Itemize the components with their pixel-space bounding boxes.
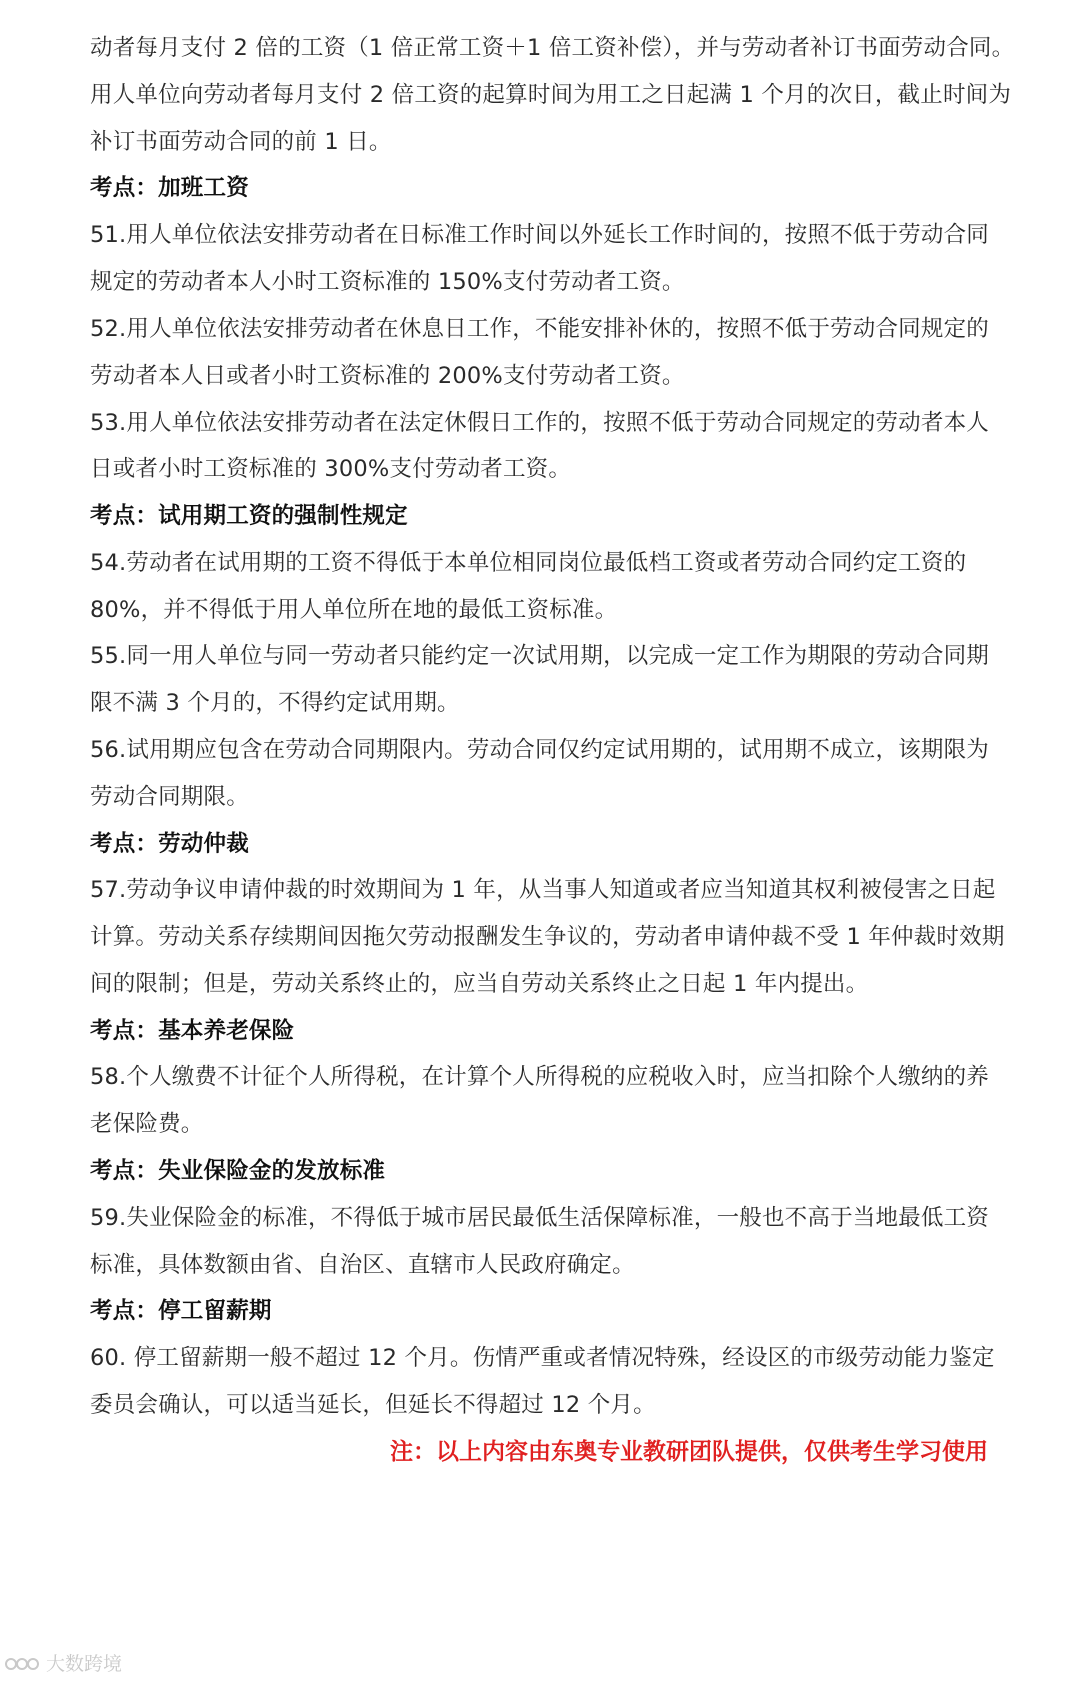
body-line: 补订书面劳动合同的前 1 日。 (90, 129, 392, 155)
section-heading-labor-arbitration: 考点：劳动仲裁 (90, 831, 249, 857)
section-heading-probation-pay: 考点：试用期工资的强制性规定 (90, 503, 408, 529)
body-line: 用人单位向劳动者每月支付 2 倍工资的起算时间为用工之日起满 1 个月的次日，截止时间为 (90, 82, 1012, 108)
item-54-line: 80%，并不得低于用人单位所在地的最低工资标准。 (90, 597, 618, 623)
item-55-line: 55.同一用人单位与同一劳动者只能约定一次试用期，以完成一定工作为期限的劳动合同期 (90, 643, 989, 669)
item-53-line: 53.用人单位依法安排劳动者在法定休假日工作的，按照不低于劳动合同规定的劳动者本人 (90, 410, 989, 436)
item-52-line: 52.用人单位依法安排劳动者在休息日工作，不能安排补休的，按照不低于劳动合同规定的 (90, 316, 989, 342)
item-51-line: 规定的劳动者本人小时工资标准的 150%支付劳动者工资。 (90, 269, 685, 295)
item-51-line: 51.用人单位依法安排劳动者在日标准工作时间以外延长工作时间的，按照不低于劳动合同 (90, 222, 989, 248)
item-56-line: 劳动合同期限。 (90, 784, 249, 810)
item-56-line: 56.试用期应包含在劳动合同期限内。劳动合同仅约定试用期的，试用期不成立，该期限为 (90, 737, 989, 763)
item-55-line: 限不满 3 个月的，不得约定试用期。 (90, 690, 460, 716)
watermark-logo-icon (4, 1653, 40, 1675)
section-heading-pension-insurance: 考点：基本养老保险 (90, 1018, 295, 1044)
item-52-line: 劳动者本人日或者小时工资标准的 200%支付劳动者工资。 (90, 363, 685, 389)
item-57-line: 间的限制；但是，劳动关系终止的，应当自劳动关系终止之日起 1 年内提出。 (90, 971, 869, 997)
watermark (4, 1652, 122, 1676)
watermark-text: 大数跨境 (46, 1653, 123, 1675)
item-58-line: 58.个人缴费不计征个人所得税，在计算个人所得税的应税收入时，应当扣除个人缴纳的养 (90, 1064, 989, 1090)
footer-note: 注：以上内容由东奥专业教研团队提供，仅供考生学习使用 (390, 1439, 988, 1465)
item-59-line: 59.失业保险金的标准，不得低于城市居民最低生活保障标准，一般也不高于当地最低工资 (90, 1205, 989, 1231)
item-57-line: 计算。劳动关系存续期间因拖欠劳动报酬发生争议的，劳动者申请仲裁不受 1 年仲裁时效期 (90, 924, 1005, 950)
item-58-line: 老保险费。 (90, 1111, 204, 1137)
item-53-line: 日或者小时工资标准的 300%支付劳动者工资。 (90, 456, 572, 482)
item-57-line: 57.劳动争议申请仲裁的时效期间为 1 年，从当事人知道或者应当知道其权利被侵害之日起 (90, 877, 996, 903)
item-60-line: 委员会确认，可以适当延长，但延长不得超过 12 个月。 (90, 1392, 656, 1418)
section-heading-unemployment-insurance: 考点：失业保险金的发放标准 (90, 1158, 386, 1184)
body-line: 动者每月支付 2 倍的工资（1 倍正常工资＋1 倍工资补偿），并与劳动者补订书面劳动合同。 (90, 35, 1015, 61)
item-60-line: 60. 停工留薪期一般不超过 12 个月。伤情严重或者情况特殊，经设区的市级劳动能力鉴定 (90, 1345, 995, 1371)
section-heading-suspension-period: 考点：停工留薪期 (90, 1298, 272, 1324)
item-54-line: 54.劳动者在试用期的工资不得低于本单位相同岗位最低档工资或者劳动合同约定工资的 (90, 550, 967, 576)
item-59-line: 标准，具体数额由省、自治区、直辖市人民政府确定。 (90, 1252, 635, 1278)
section-heading-overtime-pay: 考点：加班工资 (90, 175, 249, 201)
